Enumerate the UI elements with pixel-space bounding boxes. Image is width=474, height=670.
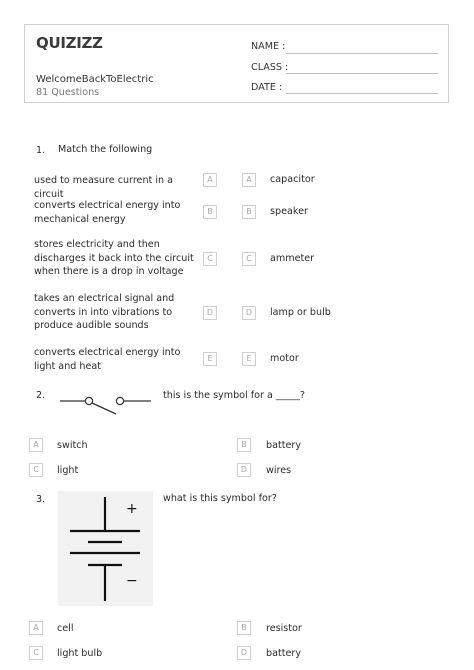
match-right-item: lamp or bulb <box>270 307 331 318</box>
option-text[interactable]: battery <box>266 440 302 451</box>
date-field[interactable] <box>286 93 438 94</box>
option-letter[interactable]: B <box>237 621 251 635</box>
question-count: 81 Questions <box>36 87 100 98</box>
option-letter[interactable]: A <box>29 621 43 635</box>
match-answer-box[interactable]: E <box>203 352 217 366</box>
class-label: CLASS : <box>251 62 289 73</box>
option-text[interactable]: cell <box>57 623 74 634</box>
match-left-item: converts electrical energy into light and heat <box>34 347 181 372</box>
option-letter[interactable]: C <box>29 463 43 477</box>
match-right-letter: B <box>242 205 256 219</box>
option-letter[interactable]: B <box>237 438 251 452</box>
class-field[interactable] <box>286 73 438 74</box>
match-right-item: motor <box>270 353 299 364</box>
option-text[interactable]: wires <box>266 465 292 476</box>
name-field[interactable] <box>286 53 438 54</box>
match-right-letter: D <box>242 306 256 320</box>
match-right-letter: C <box>242 252 256 266</box>
option-text[interactable]: light bulb <box>57 648 103 659</box>
option-letter[interactable]: D <box>237 463 251 477</box>
worksheet-title: WelcomeBackToElectric <box>36 74 154 85</box>
open-switch-icon <box>56 386 154 420</box>
match-answer-box[interactable]: D <box>203 306 217 320</box>
match-right-item: capacitor <box>270 174 315 185</box>
option-letter[interactable]: D <box>237 646 251 660</box>
match-right-item: speaker <box>270 206 308 217</box>
option-letter[interactable]: A <box>29 438 43 452</box>
question-3-number: 3. <box>36 494 46 505</box>
question-2-number: 2. <box>36 390 46 401</box>
option-text[interactable]: light <box>57 465 79 476</box>
name-label: NAME : <box>251 41 286 52</box>
date-label: DATE : <box>251 82 283 93</box>
match-answer-box[interactable]: C <box>203 252 217 266</box>
quizizz-logo: QUIZIZZ <box>36 34 103 52</box>
option-letter[interactable]: C <box>29 646 43 660</box>
option-text[interactable]: switch <box>57 440 88 451</box>
question-2-prompt: this is the symbol for a _____? <box>163 390 306 401</box>
option-text[interactable]: resistor <box>266 623 302 634</box>
question-1-prompt: Match the following <box>58 144 153 155</box>
minus-sign: − <box>126 573 138 589</box>
match-right-letter: A <box>242 173 256 187</box>
match-left-item: stores electricity and then discharges it back into the circuit when there is a drop in voltage <box>34 239 194 277</box>
match-right-item: ammeter <box>270 253 315 264</box>
match-left-item: takes an electrical signal and converts in into vibrations to produce audible sounds <box>34 293 175 331</box>
plus-sign: + <box>126 501 138 517</box>
match-left-item: converts electrical energy into mechanical energy <box>34 200 181 225</box>
question-3-prompt: what is this symbol for? <box>163 493 277 504</box>
match-right-letter: E <box>242 352 256 366</box>
match-answer-box[interactable]: B <box>203 205 217 219</box>
cell-symbol-icon <box>58 491 153 606</box>
match-left-item: used to measure current in a circuit <box>34 175 174 200</box>
match-answer-box[interactable]: A <box>203 173 217 187</box>
option-text[interactable]: battery <box>266 648 302 659</box>
question-1-number: 1. <box>36 145 46 156</box>
